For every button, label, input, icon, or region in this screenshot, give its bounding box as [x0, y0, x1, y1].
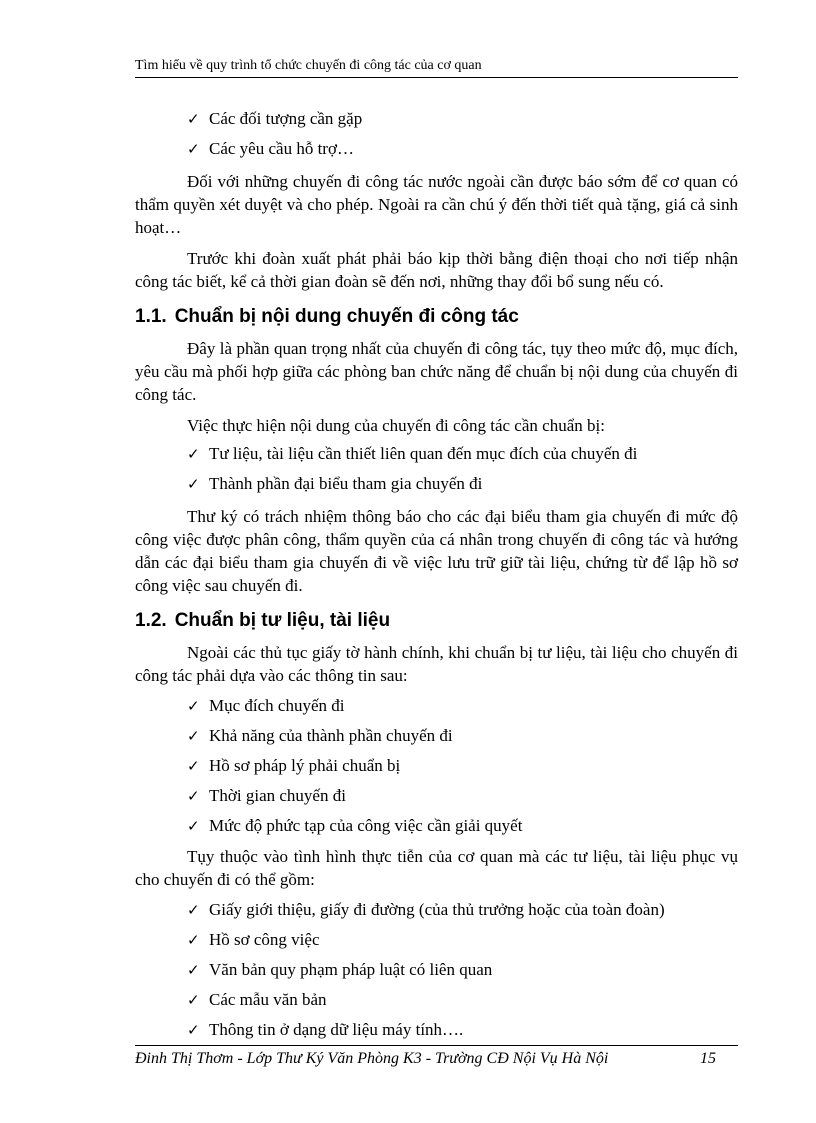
checkmark-icon: ✓ [187, 445, 200, 463]
paragraph: Việc thực hiện nội dung của chuyến đi công tác cần chuẩn bị: [187, 416, 605, 435]
paragraph: Tụy thuộc vào tình hình thực tiễn của cơ quan mà các tư liệu, tài liệu phục vụ cho chuyến đi có thể gồm: [135, 847, 738, 889]
checkmark-icon: ✓ [187, 1021, 200, 1039]
list-item: ✓ Văn bản quy phạm pháp luật có liên quan [187, 955, 738, 985]
list-item: ✓ Khả năng của thành phần chuyến đi [187, 721, 738, 751]
checkmark-icon: ✓ [187, 817, 200, 835]
checkmark-icon: ✓ [187, 697, 200, 715]
list-item: ✓ Các đối tượng cần gặp [187, 104, 738, 134]
checkmark-icon: ✓ [187, 140, 200, 158]
list-item: ✓ Hồ sơ công việc [187, 925, 738, 955]
list-item: ✓ Thời gian chuyến đi [187, 781, 738, 811]
list-item: ✓ Hồ sơ pháp lý phải chuẩn bị [187, 751, 738, 781]
document-body [135, 104, 738, 1045]
page-header [135, 58, 738, 78]
paragraph: Thư ký có trách nhiệm thông báo cho các đại biểu tham gia chuyến đi mức độ công việc được phân công, thẩm quyền của cá nhân trong chuyến đi công tác và hướng dẫn các đại biểu tham gia chuyến đi về việc lưu trữ giữ tài liệu, chứng từ để lập hồ sơ công việc sau chuyến đi. [135, 507, 738, 595]
checkmark-icon: ✓ [187, 110, 200, 128]
page-number: 15 [700, 1050, 716, 1067]
section-heading: 1.2. Chuẩn bị tư liệu, tài liệu [135, 610, 391, 631]
list-item: ✓ Giấy giới thiệu, giấy đi đường (của thủ trưởng hoặc của toàn đoàn) [187, 895, 738, 925]
checkmark-icon: ✓ [187, 901, 200, 919]
paragraph: Đối với những chuyến đi công tác nước ngoài cần được báo sớm để cơ quan có thẩm quyền xét duyệt và cho phép. Ngoài ra cần chú ý đến thời tiết quà tặng, giá cả sinh hoạt… [135, 172, 738, 237]
paragraph: Ngoài các thủ tục giấy tờ hành chính, khi chuẩn bị tư liệu, tài liệu cho chuyến đi công tác phải dựa vào các thông tin sau: [135, 643, 738, 685]
list-item: ✓ Thông tin ở dạng dữ liệu máy tính…. [187, 1015, 738, 1045]
footer-author: Đinh Thị Thơm - Lớp Thư Ký Văn Phòng K3 - Trường CĐ Nội Vụ Hà Nội [135, 1050, 609, 1067]
section-heading: 1.1. Chuẩn bị nội dung chuyến đi công tác [135, 306, 519, 327]
list-item: ✓ Thành phần đại biểu tham gia chuyến đi [187, 469, 738, 499]
list-item: ✓ Mức độ phức tạp của công việc cần giải quyết [187, 811, 738, 841]
header-title: Tìm hiểu về quy trình tổ chức chuyến đi công tác của cơ quan [135, 58, 482, 73]
list-item: ✓ Mục đích chuyến đi [187, 691, 738, 721]
paragraph: Đây là phần quan trọng nhất của chuyến đi công tác, tụy theo mức độ, mục đích, yêu cầu mà phối hợp giữa các phòng ban chức năng để chuẩn bị nội dung của chuyến đi công tác. [135, 339, 738, 404]
list-item: ✓ Tư liệu, tài liệu cần thiết liên quan đến mục đích của chuyến đi [187, 439, 738, 469]
checkmark-icon: ✓ [187, 931, 200, 949]
paragraph: Trước khi đoàn xuất phát phải báo kịp thời bằng điện thoại cho nơi tiếp nhận công tác biết, kể cả thời gian đoàn sẽ đến nơi, những thay đổi bổ sung nếu có. [135, 249, 738, 291]
checkmark-icon: ✓ [187, 787, 200, 805]
checkmark-icon: ✓ [187, 757, 200, 775]
page-footer [135, 1045, 738, 1068]
checkmark-icon: ✓ [187, 961, 200, 979]
checkmark-icon: ✓ [187, 991, 200, 1009]
list-item: ✓ Các mẫu văn bản [187, 985, 738, 1015]
checkmark-icon: ✓ [187, 475, 200, 493]
checkmark-icon: ✓ [187, 727, 200, 745]
list-item: ✓ Các yêu cầu hỗ trợ… [187, 134, 738, 164]
